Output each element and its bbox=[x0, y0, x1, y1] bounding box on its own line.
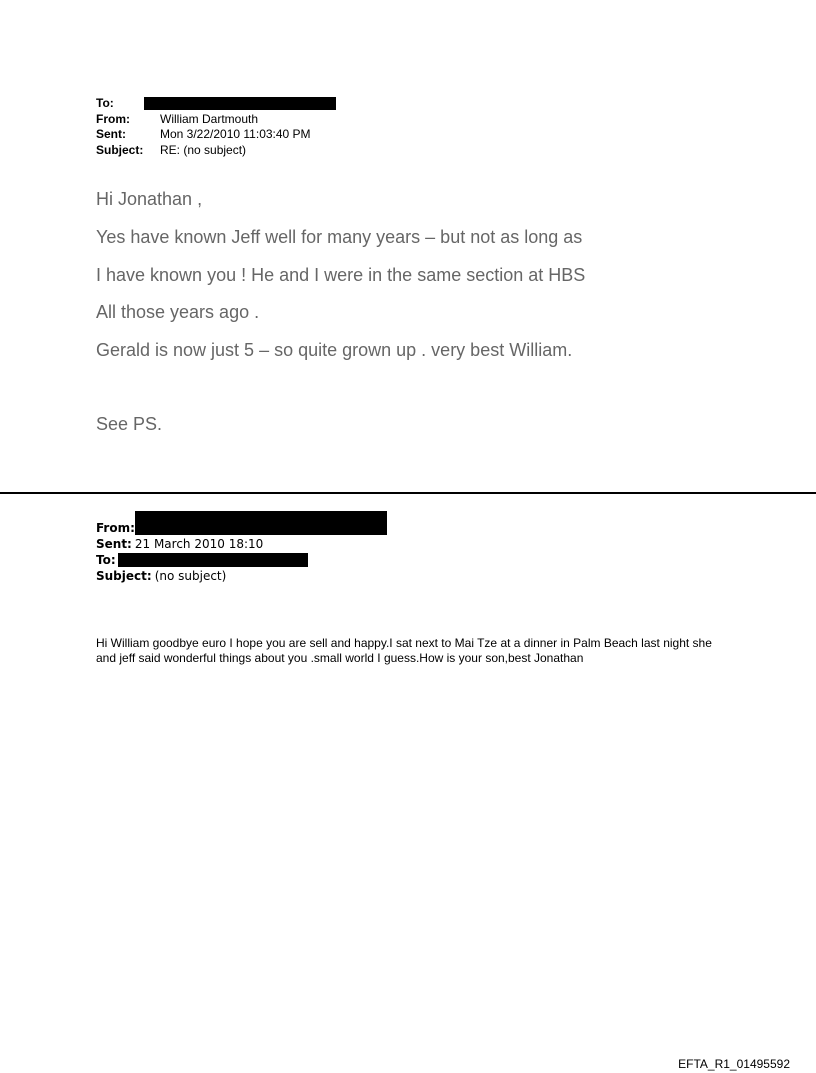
reply-body bbox=[96, 188, 585, 435]
sent-value: Mon 3/22/2010 11:03:40 PM bbox=[160, 127, 311, 141]
body-line: I have known you ! He and I were in the same section at HBS bbox=[96, 265, 586, 285]
original-subject-row bbox=[96, 568, 387, 584]
redaction-bar bbox=[135, 511, 387, 535]
reply-subject-row bbox=[96, 143, 336, 159]
original-header bbox=[96, 520, 387, 584]
subject-value: RE: (no subject) bbox=[160, 142, 247, 157]
from-label: From: bbox=[96, 111, 130, 126]
reply-from-row bbox=[96, 112, 336, 128]
reply-to-row bbox=[96, 96, 336, 112]
original-sent-row bbox=[96, 536, 387, 552]
subject-label: Subject: bbox=[96, 569, 152, 583]
redaction-bar bbox=[118, 553, 308, 567]
body-line: All those years ago . bbox=[96, 302, 260, 322]
from-label: From: bbox=[96, 521, 135, 535]
body-line: Hi Jonathan , bbox=[96, 189, 203, 209]
original-to-row bbox=[96, 552, 387, 568]
to-label: To: bbox=[96, 96, 114, 110]
original-from-row bbox=[96, 520, 387, 536]
redaction-bar bbox=[144, 97, 336, 110]
reply-header bbox=[96, 96, 336, 158]
subject-value: (no subject) bbox=[154, 569, 227, 583]
to-label: To: bbox=[96, 553, 116, 567]
sent-label: Sent: bbox=[96, 537, 132, 551]
sent-value: 21 March 2010 18:10 bbox=[134, 537, 264, 551]
subject-label: Subject: bbox=[96, 142, 144, 157]
document-id: EFTA_R1_01495592 bbox=[678, 1057, 790, 1071]
body-line: Yes have known Jeff well for many years – but not as long as bbox=[96, 227, 583, 247]
body-line: Gerald is now just 5 – so quite grown up . very best William. bbox=[96, 340, 573, 360]
reply-sent-row bbox=[96, 127, 336, 143]
section-divider bbox=[0, 492, 816, 494]
original-body: Hi William goodbye euro I hope you are sell and happy.I sat next to Mai Tze at a dinner in Palm Beach last night she and jeff said wonderful things about you .small world I guess.How is your son,best Jonathan bbox=[96, 636, 712, 665]
body-line: See PS. bbox=[96, 414, 163, 434]
from-value: William Dartmouth bbox=[160, 111, 259, 126]
sent-label: Sent: bbox=[96, 127, 126, 141]
